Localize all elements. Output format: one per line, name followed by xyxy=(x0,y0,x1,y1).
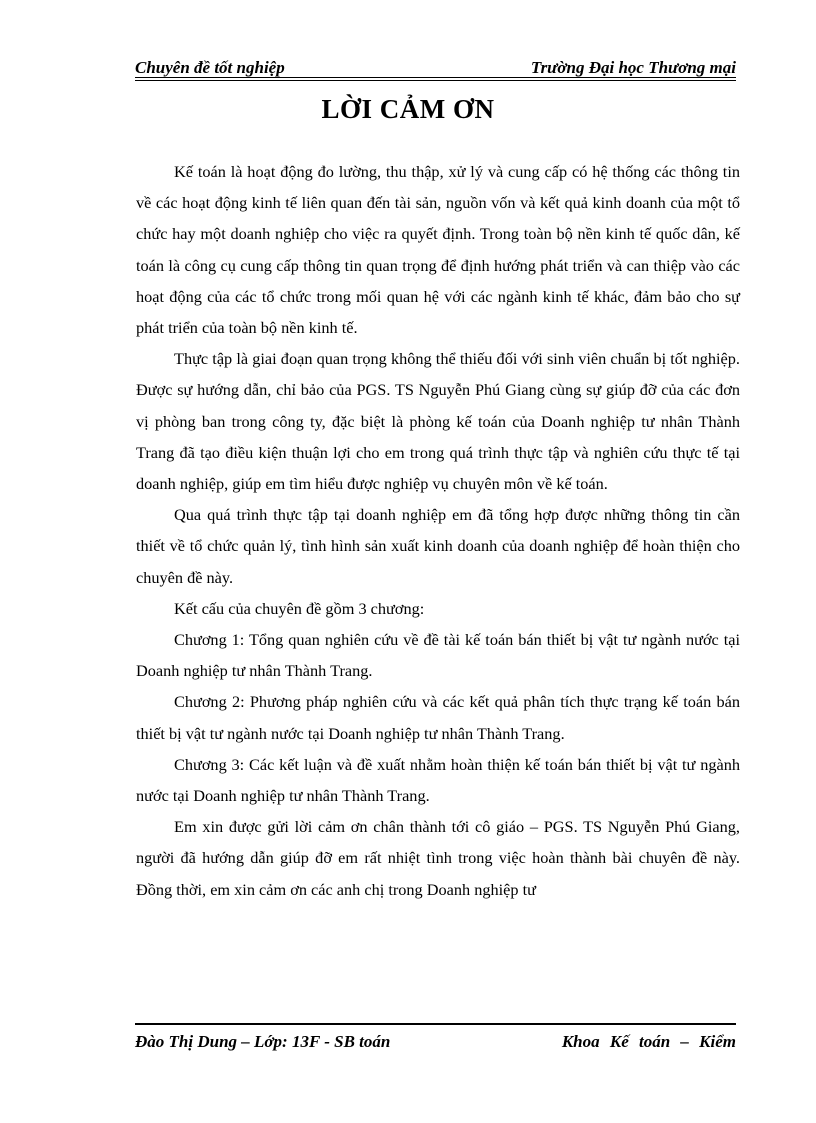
paragraph: Chương 2: Phương pháp nghiên cứu và các kết quả phân tích thực trạng kế toán bán thiết bị vật tư ngành nước tại Doanh nghiệp tư nhân Thành Trang. xyxy=(136,692,740,743)
page-title: LỜI CẢM ƠN xyxy=(321,94,495,124)
header-document-type: Chuyên đề tốt nghiệp xyxy=(135,58,285,77)
header-university: Trường Đại học Thương mại xyxy=(530,58,736,77)
page-header xyxy=(135,54,736,78)
header-divider xyxy=(135,77,736,81)
paragraph: Kế toán là hoạt động đo lường, thu thập, xử lý và cung cấp có hệ thống các thông tin về các hoạt động kinh tế liên quan đến tài sản, nguồn vốn và kết quả kinh doanh của một tổ chức hay một doanh nghiệp cho việc ra quyết định. Trong toàn bộ nền kinh tế quốc dân, kế toán là công cụ cung cấp thông tin quan trọng để định hướng phát triển và can thiệp vào các hoạt động của các tổ chức trong mối quan hệ với các ngành kinh tế khác, đảm bảo cho sự phát triển của toàn bộ nền kinh tế. xyxy=(136,162,740,338)
footer-faculty: Khoa Kế toán – Kiểm xyxy=(561,1032,736,1051)
paragraph: Chương 1: Tổng quan nghiên cứu về đề tài kế toán bán thiết bị vật tư ngành nước tại Doanh nghiệp tư nhân Thành Trang. xyxy=(136,630,740,681)
paragraph: Thực tập là giai đoạn quan trọng không thể thiếu đối với sinh viên chuẩn bị tốt nghiệp. Được sự hướng dẫn, chỉ bảo của PGS. TS Nguyễn Phú Giang cùng sự giúp đỡ của các đơn vị phòng ban trong công ty, đặc biệt là phòng kế toán của Doanh nghiệp tư nhân Thành Trang đã tạo điều kiện thuận lợi cho em trong quá trình thực tập và nghiên cứu thực tế tại doanh nghiệp, giúp em tìm hiểu được nghiệp vụ chuyên môn về kế toán. xyxy=(136,349,740,494)
document-body xyxy=(136,156,740,905)
footer-divider xyxy=(135,1023,736,1025)
paragraph: Chương 3: Các kết luận và đề xuất nhằm hoàn thiện kế toán bán thiết bị vật tư ngành nước tại Doanh nghiệp tư nhân Thành Trang. xyxy=(136,754,740,806)
footer-author: Đào Thị Dung – Lớp: 13F - SB toán xyxy=(135,1032,391,1051)
paragraph: Em xin được gửi lời cảm ơn chân thành tới cô giáo – PGS. TS Nguyễn Phú Giang, người đã hướng dẫn giúp đỡ em rất nhiệt tình trong việc hoàn thành bài chuyên đề này. Đồng thời, em xin cảm ơn các anh chị trong Doanh nghiệp tư xyxy=(136,817,740,899)
paragraph: Qua quá trình thực tập tại doanh nghiệp em đã tổng hợp được những thông tin cần thiết về tổ chức quản lý, tình hình sản xuất kinh doanh của doanh nghiệp để hoàn thiện cho chuyên đề này. xyxy=(136,505,740,587)
paragraph: Kết cấu của chuyên đề gồm 3 chương: xyxy=(174,598,425,618)
